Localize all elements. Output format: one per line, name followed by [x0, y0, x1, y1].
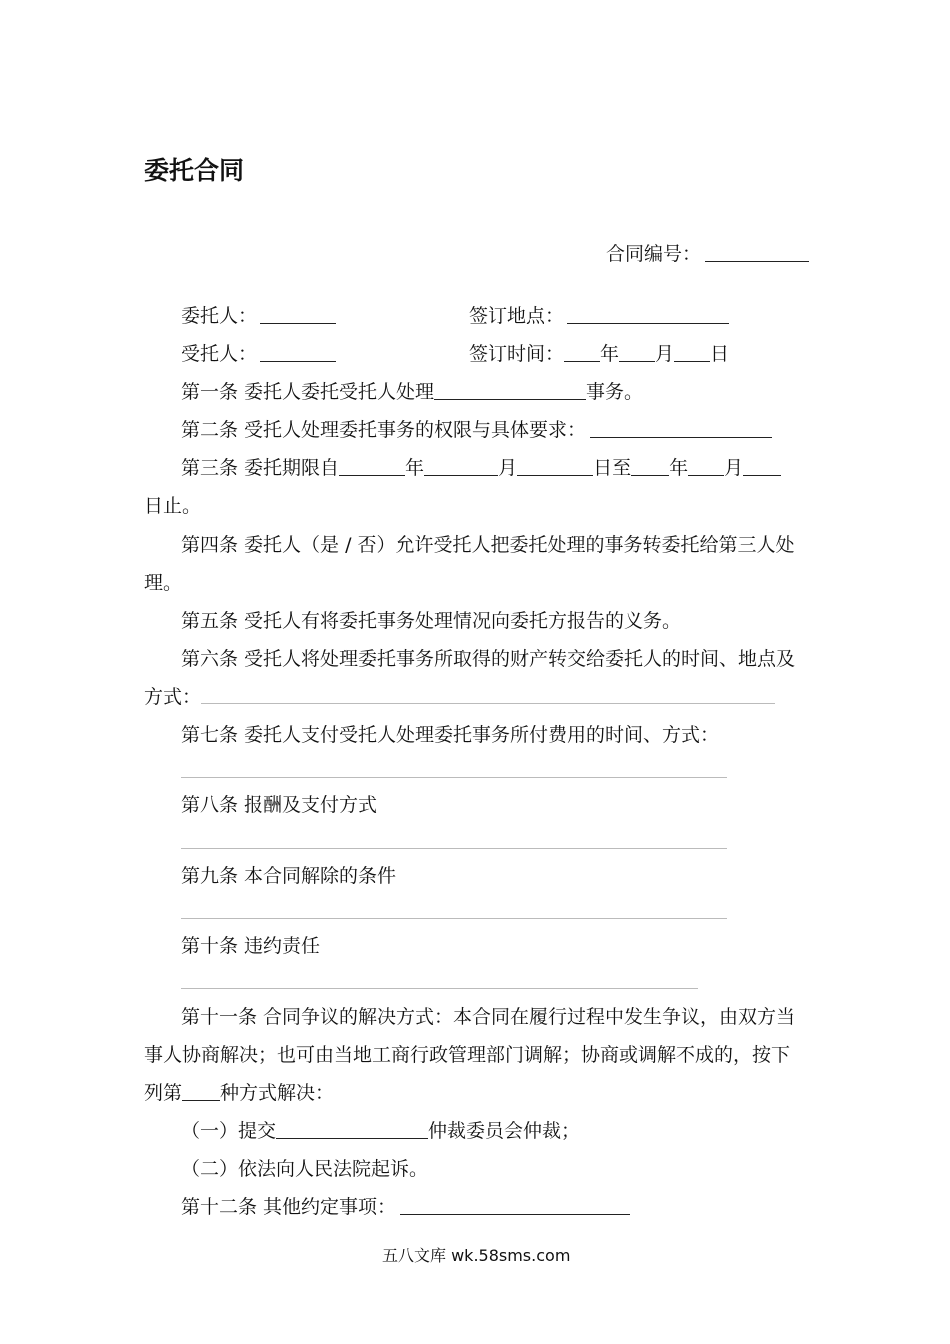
a3-year-unit: 年 — [405, 457, 425, 479]
article-5: 第五条 受托人有将委托事务处理情况向委托方报告的义务。 — [181, 610, 682, 632]
year-blank — [564, 343, 600, 362]
article-3 — [181, 456, 781, 480]
day-blank — [674, 343, 710, 362]
contract-number — [606, 242, 809, 266]
a3-end-month-blank — [688, 457, 724, 476]
option-1 — [181, 1119, 580, 1143]
month-blank — [619, 343, 655, 362]
article-6-blank — [201, 703, 775, 704]
article-11-line-1: 第十一条 合同争议的解决方式：本合同在履行过程中发生争议，由双方当 — [181, 1006, 796, 1028]
article-11-prefix: 列第 — [144, 1082, 183, 1104]
a3-end-year-unit: 年 — [669, 457, 689, 479]
article-11-suffix: 种方式解决： — [220, 1082, 335, 1104]
a3-end-day-blank — [743, 457, 781, 476]
principal-label: 委托人： — [181, 305, 258, 327]
article-10: 第十条 违约责任 — [181, 935, 321, 957]
a3-start-month-blank — [424, 457, 498, 476]
agent-line — [181, 342, 336, 366]
day-unit: 日 — [710, 343, 730, 365]
article-12-text: 第十二条 其他约定事项： — [181, 1196, 397, 1218]
footer-watermark: 五八文库 wk.58sms.com — [382, 1246, 571, 1265]
option-2: （二）依法向人民法院起诉。 — [181, 1158, 429, 1180]
principal-blank — [260, 305, 336, 324]
article-11-line-2: 事人协商解决；也可由当地工商行政管理部门调解；协商或调解不成的，按下 — [144, 1044, 791, 1066]
article-3-cont: 日止。 — [144, 495, 202, 517]
a3-month-unit: 月 — [498, 457, 518, 479]
article-4-line-2: 理。 — [144, 572, 183, 594]
article-1-blank — [434, 381, 586, 400]
article-12-blank — [400, 1196, 630, 1215]
article-11-blank — [182, 1082, 220, 1101]
a3-start-year-blank — [339, 457, 405, 476]
article-1-suffix: 事务。 — [586, 381, 644, 403]
agent-label: 受托人： — [181, 343, 258, 365]
sign-place-blank — [567, 305, 729, 324]
month-unit: 月 — [655, 343, 675, 365]
sign-time-label: 签订时间： — [469, 343, 565, 365]
article-7-blank — [181, 777, 727, 778]
option-1-suffix: 仲裁委员会仲裁； — [428, 1120, 581, 1142]
article-10-blank — [181, 988, 698, 989]
a3-end-year-blank — [631, 457, 669, 476]
contract-number-blank — [705, 243, 809, 262]
article-9-blank — [181, 918, 727, 919]
article-1-text: 第一条 委托人委托受托人处理 — [181, 381, 435, 403]
sign-time-line — [469, 342, 729, 366]
doc-title: 委托合同 — [144, 156, 245, 185]
article-2-text: 第二条 受托人处理委托事务的权限与具体要求： — [181, 419, 587, 441]
a3-start-day-blank — [517, 457, 593, 476]
article-6-line-1: 第六条 受托人将处理委托事务所取得的财产转交给委托人的时间、地点及 — [181, 648, 796, 670]
article-2-blank — [590, 419, 772, 438]
a3-zhi: 日至 — [593, 457, 632, 479]
article-3-text: 第三条 委托期限自 — [181, 457, 340, 479]
sign-place-label: 签订地点： — [469, 305, 565, 327]
contract-number-label: 合同编号： — [606, 243, 702, 265]
article-6-line-2: 方式： — [144, 686, 202, 708]
article-7: 第七条 委托人支付受托人处理委托事务所付费用的时间、方式： — [181, 724, 720, 746]
article-9: 第九条 本合同解除的条件 — [181, 865, 397, 887]
agent-blank — [260, 343, 336, 362]
article-4-line-1: 第四条 委托人（是 / 否）允许受托人把委托处理的事务转委托给第三人处 — [181, 534, 795, 556]
sign-place-line — [469, 304, 729, 328]
article-11-line-3 — [144, 1081, 334, 1105]
a3-end-month-unit: 月 — [724, 457, 744, 479]
option-1-prefix: （一）提交 — [181, 1120, 277, 1142]
principal-line — [181, 304, 336, 328]
article-2 — [181, 418, 772, 442]
year-unit: 年 — [600, 343, 620, 365]
option-1-blank — [276, 1120, 428, 1139]
article-8: 第八条 报酬及支付方式 — [181, 794, 378, 816]
article-1 — [181, 380, 643, 404]
article-12 — [181, 1195, 630, 1219]
article-8-blank — [181, 848, 727, 849]
